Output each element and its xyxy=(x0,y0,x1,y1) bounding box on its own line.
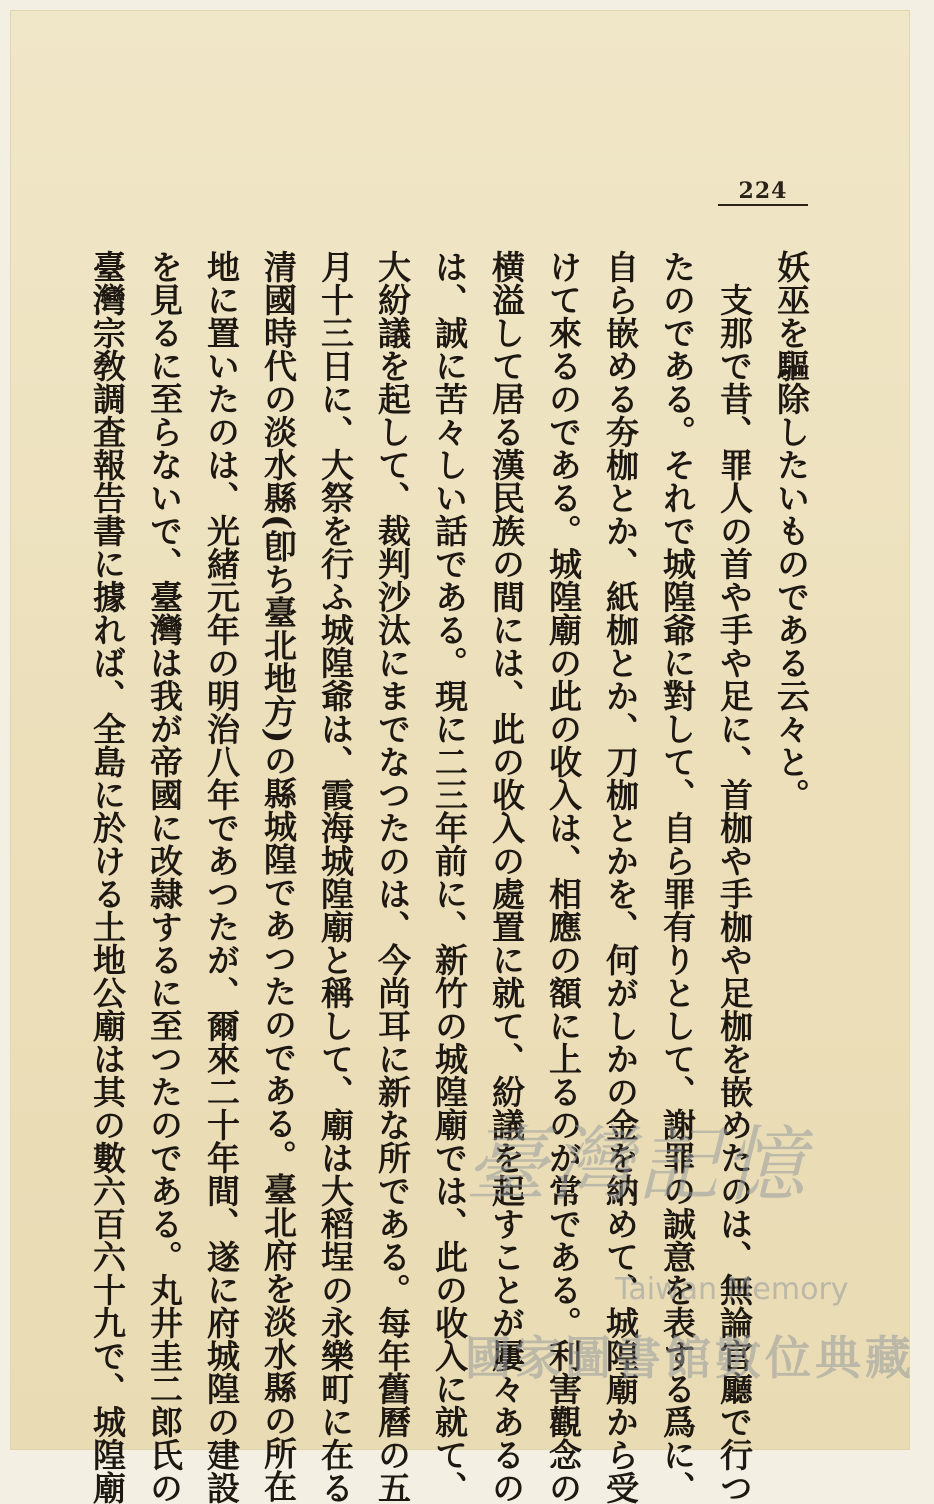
text-line: 自ら嵌める夯枷とか、紙枷とか、刀枷とかを、何がしかの金を納めて、城隍廟から受 xyxy=(601,250,640,1504)
text-line: 地に置いたのは、光緒元年の明治八年であつたが、爾來二十年間、遂に府城隍の建設 xyxy=(202,250,241,1504)
book-page xyxy=(10,10,915,1504)
text-line: たのである。それで城隍爺に對して、自ら罪有りとして、謝罪の誠意を表する爲に、 xyxy=(658,250,697,1504)
text-line: 横溢して居る漢民族の間には、此の收入の處置に就て、紛議を起すことが屢々あるの xyxy=(487,250,526,1504)
page-number: 224 xyxy=(738,178,788,204)
text-line: を見るに至らないで、臺灣は我が帝國に改隷するに至つたのである。丸井圭二郎氏の xyxy=(145,250,184,1504)
watermark-organization: 國家圖書館數位典藏 xyxy=(465,1331,915,1385)
text-line: 清國時代の淡水縣(卽ち臺北地方)の縣城隍であつたのである。臺北府を淡水縣の所在 xyxy=(259,250,298,1503)
watermark-subtitle: Taiwan Memory xyxy=(615,1272,849,1307)
text-line: 月十三日に、大祭を行ふ城隍爺は、霞海城隍廟と稱して、廟は大稻埕の永樂町に在る xyxy=(316,250,355,1504)
watermark-title: 臺灣記憶 xyxy=(465,1118,809,1213)
page-number-rule xyxy=(718,204,808,206)
text-line: 臺灣宗敎調査報告書に據れば、全島に於ける土地公廟は其の數六百六十九で、城隍廟 xyxy=(88,250,127,1504)
text-line: 支那で昔、罪人の首や手や足に、首枷や手枷や足枷を嵌めたのは、無論官廳で行つ xyxy=(715,250,754,1504)
text-line: けて來るのである。城隍廟の此の收入は、相應の額に上るのが常である。利害觀念の xyxy=(544,250,583,1504)
text-line: は、誠に苦々しい話である。現に二三年前に、新竹の城隍廟では、此の收入に就て、 xyxy=(430,250,469,1504)
text-line: 大紛議を起して、裁判沙汰にまでなつたのは、今尚耳に新な所である。每年舊曆の五 xyxy=(373,250,412,1504)
vertical-text-block xyxy=(79,250,820,1504)
text-line: 妖巫を驅除したいものである云々と。 xyxy=(772,250,811,811)
